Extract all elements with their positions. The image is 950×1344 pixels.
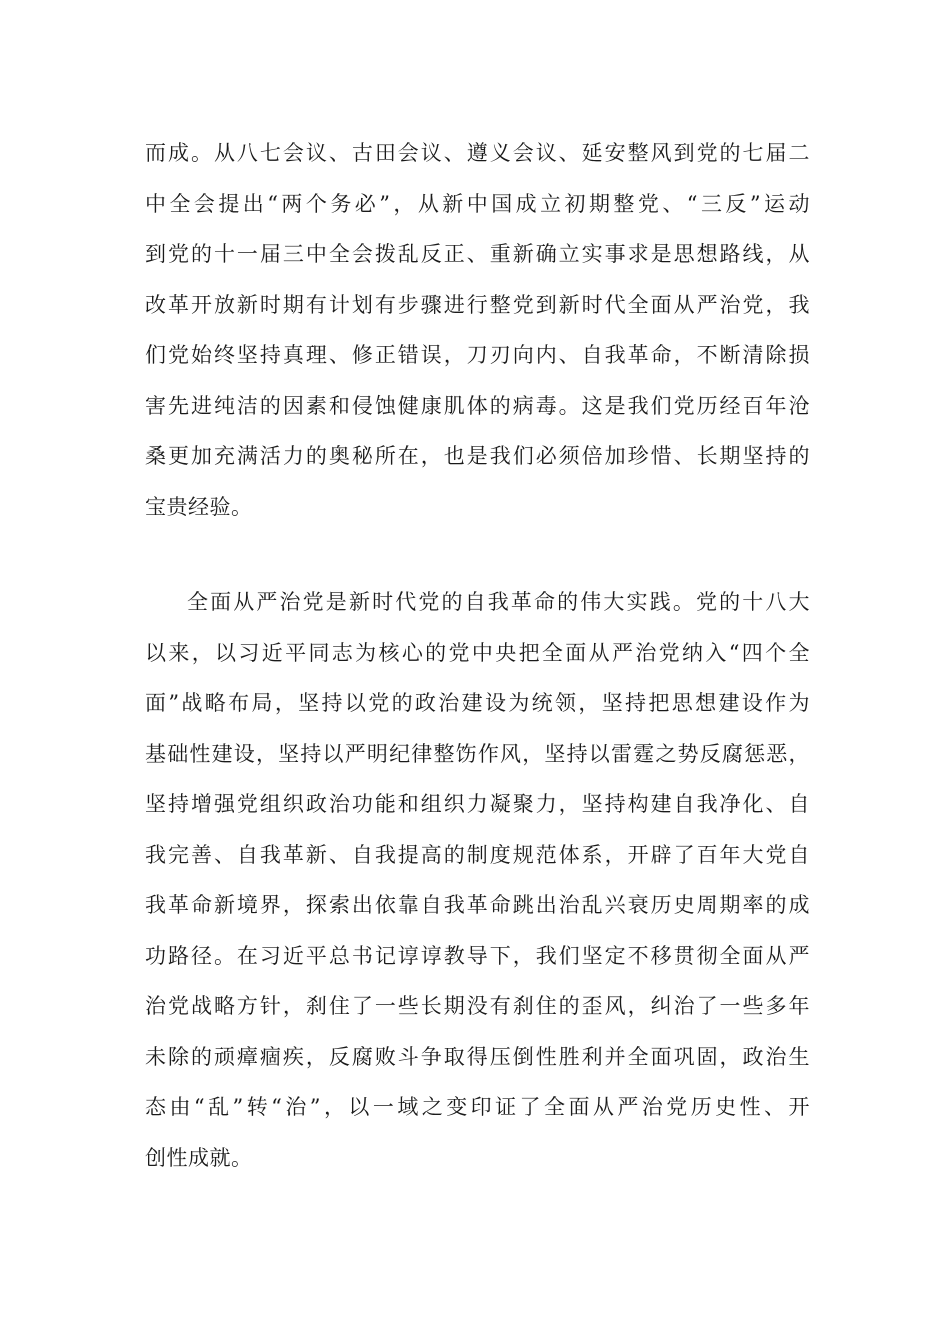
text-line: 到党的十一届三中全会拨乱反正、重新确立实事求是思想路线，从 [145, 242, 810, 266]
text-line: 以来，以习近平同志为核心的党中央把全面从严治党纳入“四个全 [145, 640, 810, 665]
text-line: 未除的顽瘴痼疾，反腐败斗争取得压倒性胜利并全面巩固，政治生 [145, 1044, 810, 1069]
text-line: 桑更加充满活力的奥秘所在，也是我们必须倍加珍惜、长期坚持的 [145, 444, 810, 468]
text-line: 基础性建设，坚持以严明纪律整饬作风，坚持以雷霆之势反腐惩恶， [145, 741, 810, 766]
text-line: 改革开放新时期有计划有步骤进行整党到新时代全面从严治党，我 [145, 292, 810, 317]
paragraph-1 [145, 128, 810, 532]
text-line: 治党战略方针，刹住了一些长期没有刹住的歪风，纠治了一些多年 [145, 994, 810, 1018]
text-line: 而成。从八七会议、古田会议、遵义会议、延安整风到党的七届二 [145, 141, 810, 165]
text-line: 我完善、自我革新、自我提高的制度规范体系，开辟了百年大党自 [145, 842, 810, 867]
text-line: 中全会提出“两个务必”，从新中国成立初期整党、“三反”运动 [145, 191, 810, 216]
text-line: 全面从严治党是新时代党的自我革命的伟大实践。党的十八大 [187, 590, 810, 614]
text-line: 态由“乱”转“治”，以一域之变印证了全面从严治党历史性、开 [145, 1095, 810, 1119]
text-line: 害先进纯洁的因素和侵蚀健康肌体的病毒。这是我们党历经百年沧 [145, 393, 810, 418]
text-line: 创性成就。 [145, 1145, 253, 1170]
text-line: 我革命新境界，探索出依靠自我革命跳出治乱兴衰历史周期率的成 [145, 893, 810, 917]
text-line: 宝贵经验。 [145, 494, 253, 519]
text-line: 功路径。在习近平总书记谆谆教导下，我们坚定不移贯彻全面从严 [145, 943, 810, 968]
text-line: 们党始终坚持真理、修正错误，刀刃向内、自我革命，不断清除损 [145, 343, 810, 367]
paragraph-2 [145, 577, 810, 1183]
text-line: 面”战略布局，坚持以党的政治建设为统领，坚持把思想建设作为 [145, 691, 810, 715]
text-line: 坚持增强党组织政治功能和组织力凝聚力，坚持构建自我净化、自 [145, 792, 810, 816]
